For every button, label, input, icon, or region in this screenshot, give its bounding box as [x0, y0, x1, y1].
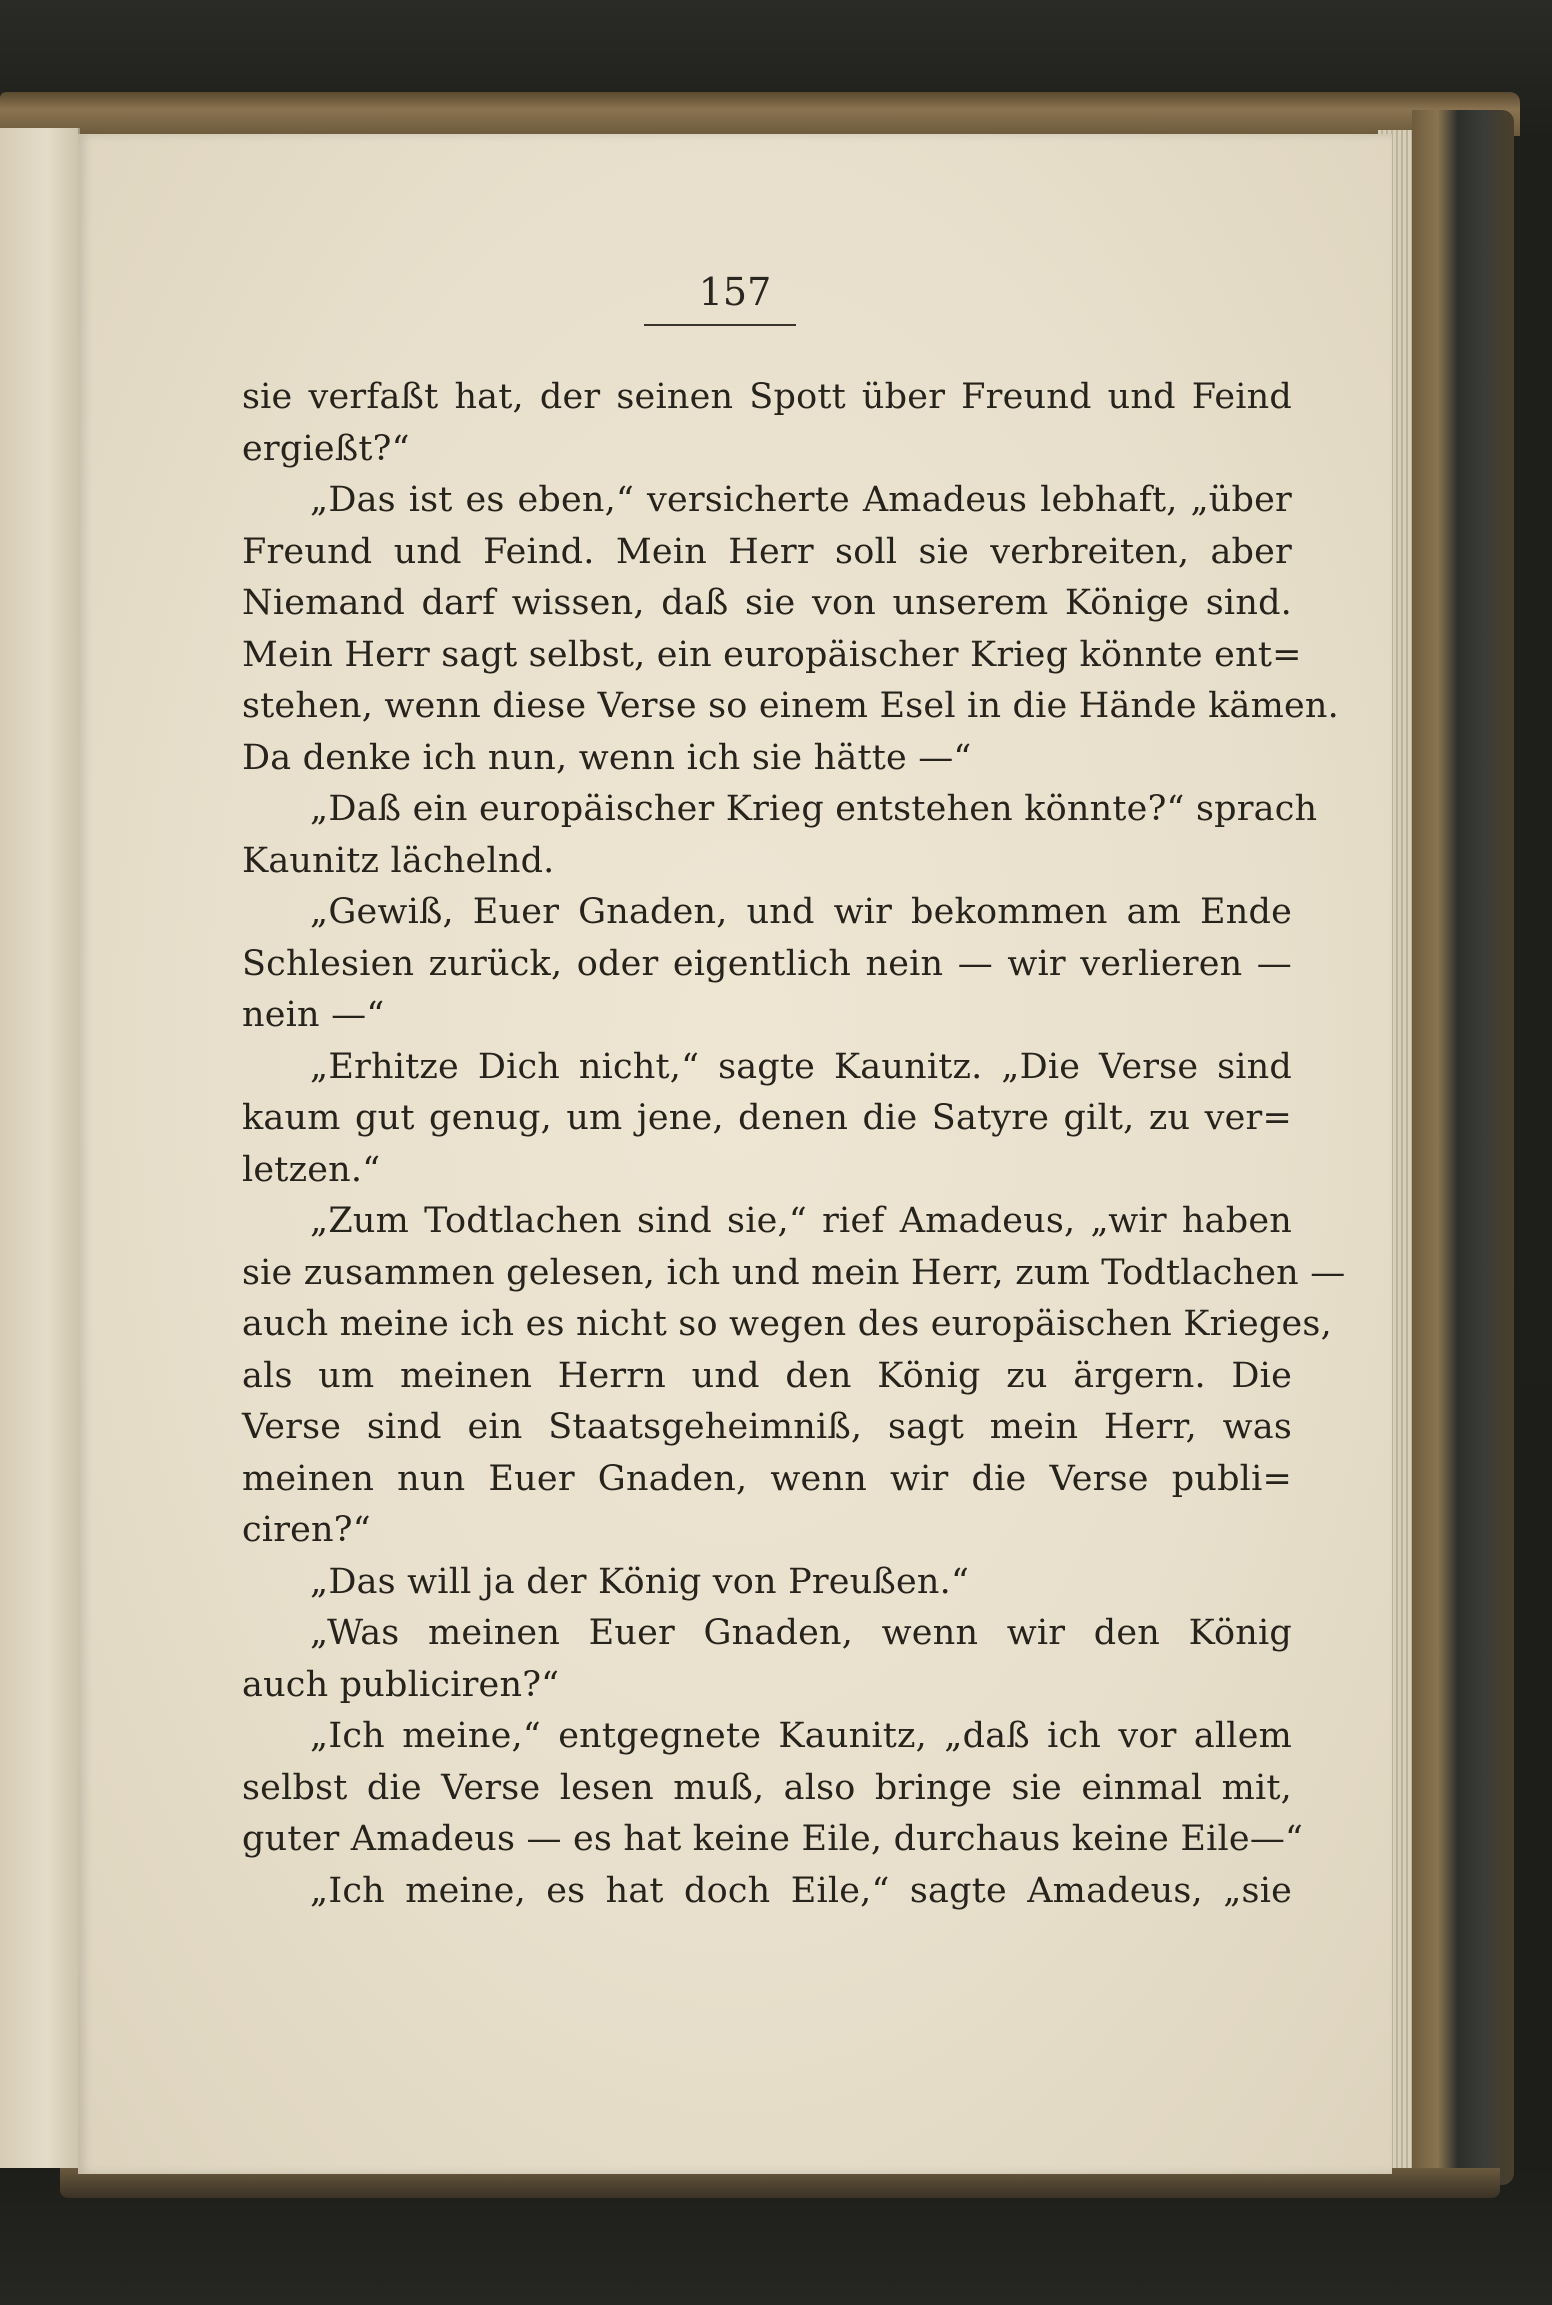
text-line: Niemand darf wissen, daß sie von unserem Könige sind. [242, 583, 1292, 623]
text-line: Da denke ich nun, wenn ich sie hätte —“ [242, 737, 972, 778]
text-line: als um meinen Herrn und den König zu ärgern. Die [242, 1355, 1292, 1396]
page-number-rule [644, 324, 796, 326]
book-cover-right [1412, 110, 1514, 2185]
text-line: stehen, wenn diese Verse so einem Esel in die Hände kämen. [242, 686, 1339, 726]
text-line: guter Amadeus — es hat keine Eile, durchaus keine Eile—“ [242, 1819, 1304, 1859]
text-line: ciren?“ [242, 1510, 371, 1550]
text-line: Kaunitz lächelnd. [242, 840, 555, 881]
text-line: selbst die Verse lesen muß, also bringe sie einmal mit, [242, 1767, 1292, 1808]
text-line: „Erhitze Dich nicht,“ sagte Kaunitz. „Die Verse sind [310, 1046, 1292, 1087]
text-line: nein —“ [242, 995, 385, 1035]
book-page [78, 134, 1392, 2174]
text-line: „Zum Todtlachen sind sie,“ rief Amadeus, „wir haben [310, 1201, 1292, 1241]
text-line: auch meine ich es nicht so wegen des europäischen Krieges, [242, 1304, 1332, 1344]
text-line: „Ich meine, es hat doch Eile,“ sagte Amadeus, „sie [310, 1870, 1292, 1911]
text-line: „Ich meine,“ entgegnete Kaunitz, „daß ich vor allem [310, 1716, 1292, 1756]
text-line: auch publiciren?“ [242, 1664, 560, 1705]
page-text [242, 372, 1346, 1917]
text-line: meinen nun Euer Gnaden, wenn wir die Verse publi= [242, 1458, 1292, 1499]
text-line: „Was meinen Euer Gnaden, wenn wir den König [310, 1613, 1292, 1653]
text-line: „Das ist es eben,“ versicherte Amadeus lebhaft, „über [310, 480, 1292, 520]
text-line: Schlesien zurück, oder eigentlich nein — wir verlieren — [242, 943, 1292, 984]
text-line: sie zusammen gelesen, ich und mein Herr, zum Todtlachen — [242, 1252, 1346, 1293]
text-line: ergießt?“ [242, 428, 410, 469]
text-line: „Daß ein europäischer Krieg entstehen könnte?“ sprach [310, 789, 1318, 829]
text-line: Mein Herr sagt selbst, ein europäischer Krieg könnte ent= [242, 634, 1302, 675]
left-page-edge [0, 128, 80, 2168]
page-number: 157 [698, 270, 772, 314]
text-line: Verse sind ein Staatsgeheimniß, sagt mein Herr, was [242, 1407, 1292, 1447]
text-line: sie verfaßt hat, der seinen Spott über Freund und Feind [242, 377, 1292, 417]
text-line: kaum gut genug, um jene, denen die Satyre gilt, zu ver= [242, 1098, 1292, 1138]
book-binding-top [0, 92, 1520, 136]
text-line: „Das will ja der König von Preußen.“ [310, 1561, 970, 1602]
text-line: „Gewiß, Euer Gnaden, und wir bekommen am Ende [310, 892, 1292, 932]
text-line: letzen.“ [242, 1149, 381, 1190]
text-line: Freund und Feind. Mein Herr soll sie verbreiten, aber [242, 531, 1292, 572]
